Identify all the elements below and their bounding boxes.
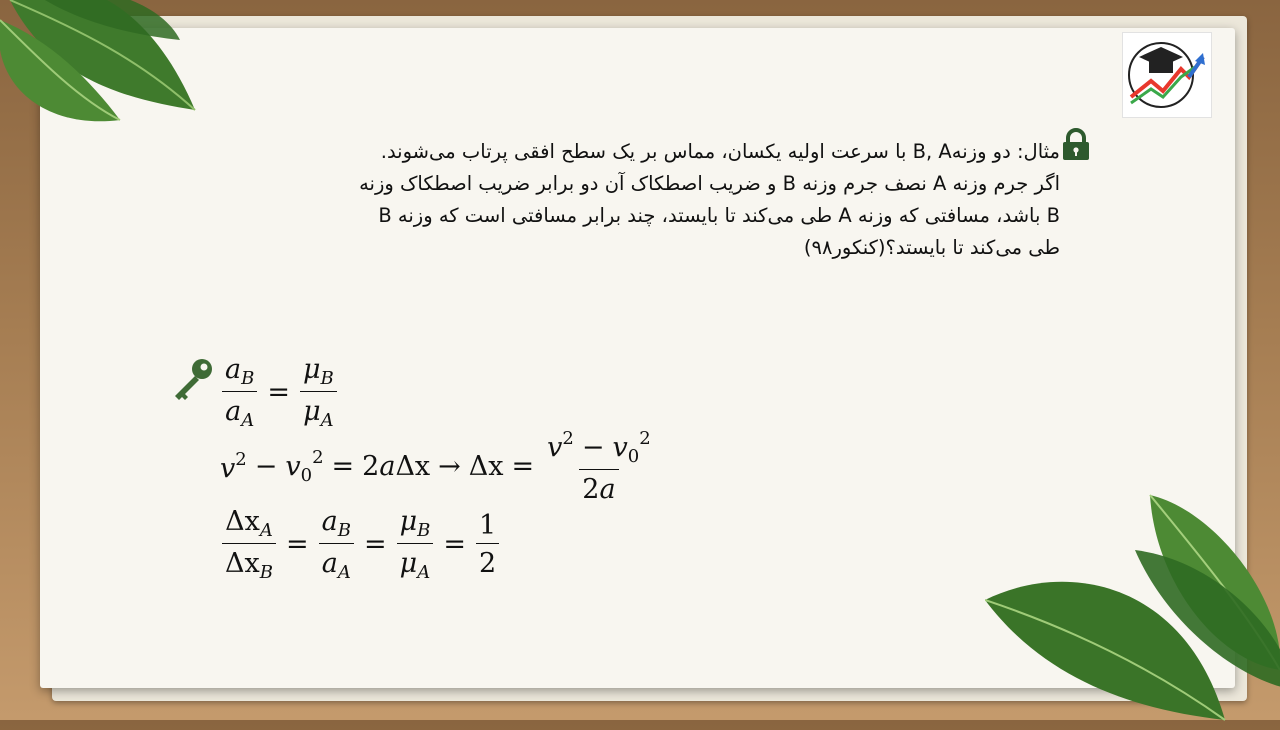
leaf-decoration-top [0,0,230,140]
equation-3: $\frac{\Delta x_A}{\Delta x_B}$ = $\frac{a_B}{a_A}$ = $\frac{\mu_B}{\mu_A}$ = $\frac{1}{2}$ [220,506,501,583]
equation-2: $v^2$ − $v_0^2$ = 2aΔx → Δx = $\frac{v^2 - v_0^2}{2a}$ [220,428,656,505]
graduation-cap-logo [1123,33,1211,117]
fraction-aB-aA-2: $\frac{a_B}{a_A}$ [319,506,354,583]
problem-line-1: مثال: دو وزنهB, A با سرعت اولیه یکسان، مماس بر یک سطح افقی پرتاب می‌شوند. [380,140,1060,163]
fraction-aB-aA: $\frac{a_B}{a_A}$ [222,354,257,431]
equation-1: $\frac{a_B}{a_A}$ = $\frac{\mu_B}{\mu_A}$ [220,354,339,431]
problem-line-4: طی می‌کند تا بایستد؟(کنکور۹۸) [803,236,1060,259]
problem-text [200,136,1060,264]
padlock-icon [1060,128,1092,162]
fraction-dxA-dxB: $\frac{\Delta x_A}{\Delta x_B}$ [222,506,276,583]
fraction-muB-muA: $\frac{\mu_B}{\mu_A}$ [300,354,337,431]
fraction-muB-muA-2: $\frac{\mu_B}{\mu_A}$ [397,506,434,583]
fraction-one-half: $\frac{1}{2}$ [476,510,499,579]
problem-line-2: اگر جرم وزنه A نصف جرم وزنه B و ضریب اصطکاک آن دو برابر ضریب اصطکاک وزنه [359,172,1060,195]
problem-line-3: B باشد، مسافتی که وزنه A طی می‌کند تا بایستد، چند برابر مسافتی است که وزنه B [378,204,1060,227]
key-icon [170,356,216,402]
leaf-decoration-bottom [985,490,1280,730]
example-label: مثال: [1016,140,1060,163]
logo [1122,32,1212,118]
fraction-dx-formula: $\frac{v^2 - v_0^2}{2a}$ [547,428,651,505]
